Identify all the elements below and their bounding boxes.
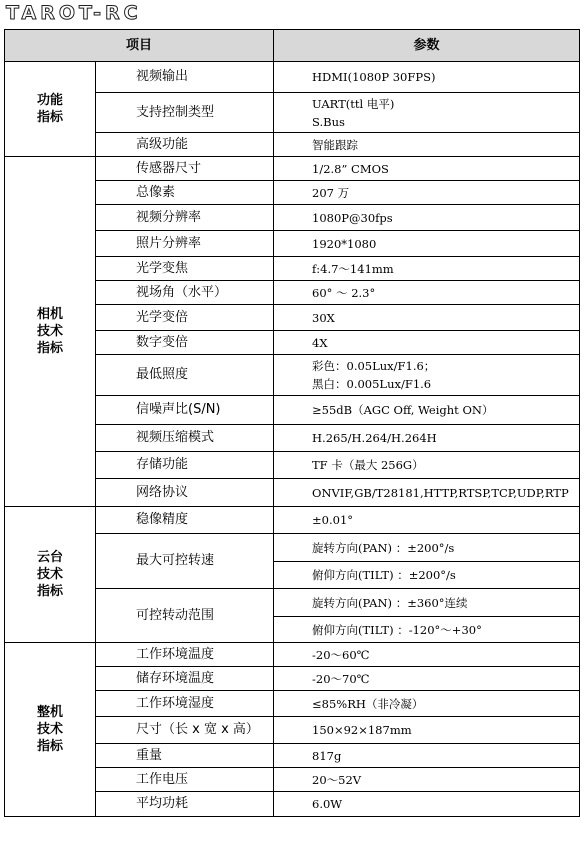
- item-cell: 重量: [96, 744, 274, 768]
- item-cell: 视频分辨率: [96, 205, 274, 231]
- category-label: 云台: [36, 550, 63, 565]
- item-cell: 视频输出: [96, 62, 274, 93]
- item-cell: 传感器尺寸: [96, 157, 274, 181]
- category-cell: [5, 157, 96, 507]
- value-line: 彩色：0.05Lux/F1.6；: [312, 359, 436, 373]
- value-cell: [274, 396, 580, 425]
- value-line: 150×92×187mm: [312, 723, 412, 737]
- value-cell: [274, 452, 580, 479]
- value-line: 1920*1080: [312, 236, 377, 251]
- value-line: TF 卡（最大 256G）: [312, 458, 424, 472]
- item-cell: 高级功能: [96, 133, 274, 157]
- header-item: 项目: [5, 30, 274, 62]
- category-cell: [5, 62, 96, 157]
- value-cell: [274, 717, 580, 744]
- category-cell: [5, 643, 96, 817]
- value-cell: [274, 691, 580, 717]
- item-cell: 数字变倍: [96, 331, 274, 355]
- item-cell: 光学变焦: [96, 257, 274, 281]
- value-line: -20～60℃: [312, 647, 370, 662]
- value-cell: 旋转方向(PAN) ：±200°/s: [274, 534, 580, 562]
- value-cell: [274, 257, 580, 281]
- value-line: -20～70℃: [312, 671, 370, 686]
- item-cell: 信噪声比(S/N): [96, 396, 274, 425]
- item-cell: 视场角（水平）: [96, 281, 274, 305]
- value-line: ±0.01°: [312, 513, 354, 527]
- item-cell: 存储功能: [96, 452, 274, 479]
- value-line: H.265/H.264/H.264H: [312, 431, 437, 445]
- category-label: 技术: [36, 567, 63, 582]
- value-cell: [274, 507, 580, 534]
- value-line: 60° ～ 2.3°: [312, 285, 376, 300]
- value-line: f:4.7～141mm: [312, 261, 394, 276]
- category-label: 指标: [36, 584, 63, 599]
- value-line: 817g: [312, 748, 342, 763]
- value-cell: [274, 792, 580, 817]
- table-row: [5, 643, 580, 667]
- category-label: 功能: [36, 93, 63, 108]
- value-cell: 俯仰方向(TILT) ：-120°～+30°: [274, 617, 580, 643]
- category-label: 整机: [36, 705, 63, 720]
- value-line: HDMI(1080P 30FPS): [312, 70, 436, 84]
- header-param: 参数: [274, 30, 580, 62]
- value-cell: [274, 205, 580, 231]
- value-cell: [274, 62, 580, 93]
- value-line: ≤85%RH（非冷凝）: [312, 696, 424, 711]
- value-cell: 旋转方向(PAN) ：±360°连续: [274, 589, 580, 617]
- value-cell: 俯仰方向(TILT) ：±200°/s: [274, 562, 580, 589]
- category-label: 指标: [36, 739, 63, 754]
- category-label: 指标: [36, 341, 63, 356]
- value-cell: [274, 281, 580, 305]
- value-line: ≥55dB（AGC Off, Weight ON）: [312, 403, 494, 417]
- spec-table: [4, 29, 580, 817]
- category-cell: [5, 507, 96, 643]
- category-label: 技术: [36, 722, 63, 737]
- item-cell: 光学变倍: [96, 305, 274, 331]
- value-line: 1080P@30fps: [312, 210, 393, 225]
- item-cell: 视频压缩模式: [96, 425, 274, 452]
- value-cell: [274, 133, 580, 157]
- item-cell: 储存环境温度: [96, 667, 274, 691]
- value-line: 1/2.8” CMOS: [312, 161, 389, 176]
- item-cell: 最低照度: [96, 355, 274, 396]
- item-cell: 支持控制类型: [96, 93, 274, 133]
- value-cell: [274, 479, 580, 507]
- value-cell: [274, 355, 580, 396]
- item-cell: 可控转动范围: [96, 589, 274, 643]
- value-line: 4X: [312, 335, 328, 350]
- item-cell: 工作电压: [96, 768, 274, 792]
- item-cell: 工作环境温度: [96, 643, 274, 667]
- value-line: ONVIF,GB/T28181,HTTP,RTSP,TCP,UDP,RTP: [312, 485, 569, 500]
- item-cell: 照片分辨率: [96, 231, 274, 257]
- table-header-row: [5, 30, 580, 62]
- value-cell: [274, 425, 580, 452]
- table-row: [5, 62, 580, 93]
- value-line: S.Bus: [312, 114, 345, 129]
- value-cell: [274, 768, 580, 792]
- category-label: 技术: [36, 324, 63, 339]
- item-cell: 最大可控转速: [96, 534, 274, 589]
- table-row: [5, 507, 580, 534]
- category-label: 相机: [36, 307, 63, 322]
- value-cell: [274, 231, 580, 257]
- value-cell: [274, 181, 580, 205]
- value-cell: [274, 643, 580, 667]
- table-body: [5, 62, 580, 817]
- value-line: UART(ttl 电平): [312, 96, 395, 111]
- value-line: 6.0W: [312, 797, 343, 811]
- value-line: 智能跟踪: [312, 137, 359, 152]
- item-cell: 稳像精度: [96, 507, 274, 534]
- item-cell: 尺寸（长 x 宽 x 高）: [96, 717, 274, 744]
- value-cell: [274, 331, 580, 355]
- item-cell: 网络协议: [96, 479, 274, 507]
- value-cell: [274, 667, 580, 691]
- item-cell: 总像素: [96, 181, 274, 205]
- item-cell: 工作环境湿度: [96, 691, 274, 717]
- value-line: 30X: [312, 310, 335, 325]
- value-cell: [274, 744, 580, 768]
- value-cell: [274, 157, 580, 181]
- value-line: 黑白：0.005Lux/F1.6: [312, 377, 432, 391]
- item-cell: 平均功耗: [96, 792, 274, 817]
- category-label: 指标: [36, 110, 63, 125]
- value-cell: [274, 93, 580, 133]
- tarot-rc-logo: TAROT-RC: [6, 2, 142, 24]
- value-line: 207 万: [312, 185, 350, 200]
- value-cell: [274, 305, 580, 331]
- table-row: [5, 157, 580, 181]
- value-line: 20～52V: [312, 772, 362, 787]
